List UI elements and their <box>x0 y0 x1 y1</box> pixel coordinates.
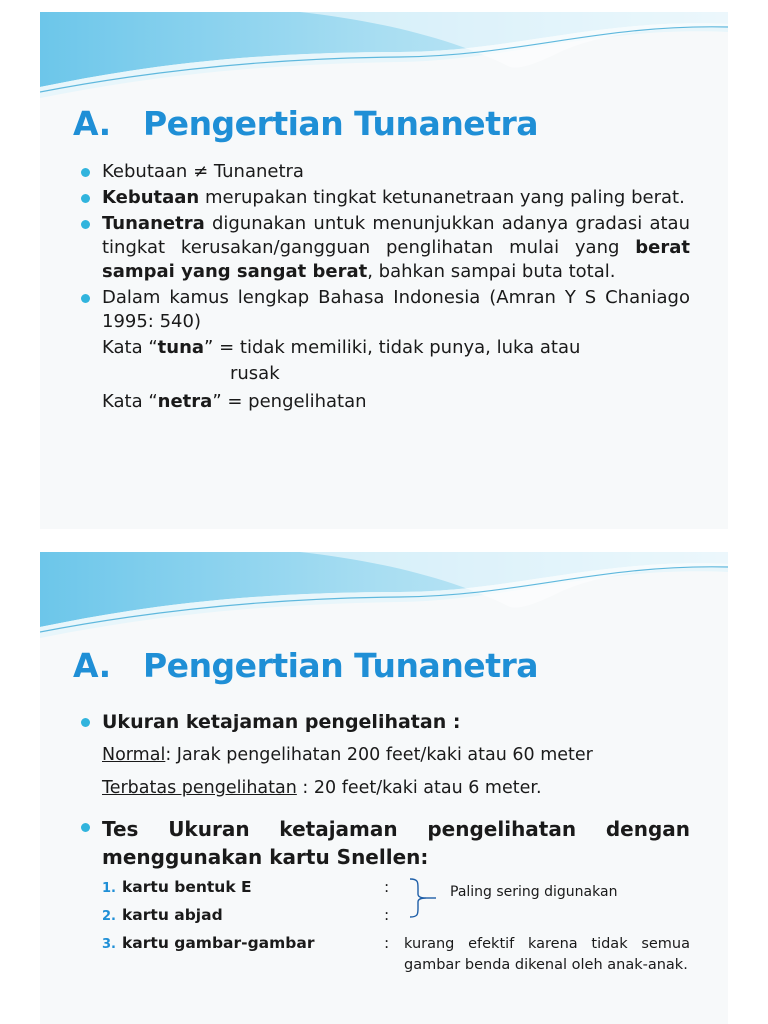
bullet-icon <box>81 168 90 177</box>
slide-title <box>73 646 538 685</box>
list-item <box>102 878 702 906</box>
list-number: 2. <box>102 909 116 924</box>
bold-term: tuna <box>157 337 205 358</box>
definition-prefix: Kata “ <box>102 337 158 358</box>
list-colon: : <box>384 934 390 952</box>
bullet-text: digunakan untuk menunjukkan adanya gradasi atau tingkat kerusakan/gangguan penglihatan mulai yang <box>102 213 690 258</box>
terbatas-label: Terbatas pengelihatan <box>102 778 297 798</box>
slide-body <box>80 160 690 414</box>
bullet-icon <box>81 294 90 303</box>
bullet-text: Dalam kamus lengkap Bahasa Indonesia (Amran Y S Chaniago 1995: 540) <box>102 287 690 332</box>
bold-term: Tunanetra <box>102 213 205 234</box>
list-colon: : <box>384 878 390 896</box>
normal-row <box>80 743 690 768</box>
list-item <box>102 934 702 973</box>
bullet-icon <box>81 823 90 832</box>
bullet-text: , bahkan sampai buta total. <box>367 261 616 282</box>
bullet-text: Tes Ukuran ketajaman pengelihatan dengan menggunakan kartu Snellen: <box>102 817 690 869</box>
bullet-icon <box>81 718 90 727</box>
list-number: 1. <box>102 881 116 896</box>
list-label: kartu abjad <box>122 906 223 924</box>
brace-label: Paling sering digunakan <box>450 884 618 900</box>
header-wave-decoration <box>40 552 728 642</box>
normal-label: Normal <box>102 745 166 765</box>
bullet-icon <box>81 194 90 203</box>
title-text: Pengertian Tunanetra <box>143 104 539 143</box>
normal-text: : Jarak pengelihatan 200 feet/kaki atau 60 meter <box>165 745 593 765</box>
definition-text: ” = pengelihatan <box>212 391 367 412</box>
bold-term: netra <box>157 391 213 412</box>
list-label: kartu bentuk E <box>122 878 252 896</box>
bullet-item <box>80 160 690 184</box>
list-description: kurang efektif karena tidak semua gambar benda dikenal oleh anak-anak. <box>404 936 690 973</box>
title-number: A. <box>73 646 111 685</box>
bold-term: berat sampai yang sangat berat <box>102 237 690 282</box>
list-label: kartu gambar-gambar <box>122 934 315 952</box>
slide-body <box>80 710 690 873</box>
bullet-item <box>80 186 690 210</box>
bold-term: Kebutaan <box>102 187 200 208</box>
title-text: Pengertian Tunanetra <box>143 646 539 685</box>
terbatas-text: : 20 feet/kaki atau 6 meter. <box>296 778 542 798</box>
list-number: 3. <box>102 937 116 952</box>
list-colon: : <box>384 906 390 924</box>
slide-1 <box>40 12 728 529</box>
bullet-item <box>80 710 690 735</box>
header-wave-decoration <box>40 12 728 102</box>
bullet-text: Ukuran ketajaman pengelihatan : <box>102 711 461 733</box>
slide-2 <box>40 552 728 1024</box>
bullet-item <box>80 212 690 284</box>
definition-text: ” = tidak memiliki, tidak punya, luka atau <box>204 337 581 358</box>
definition-prefix: Kata “ <box>102 391 158 412</box>
title-number: A. <box>73 104 111 143</box>
slide-title <box>73 104 538 143</box>
definition-tuna <box>80 336 690 360</box>
bullet-icon <box>81 220 90 229</box>
list-item <box>102 906 702 934</box>
bullet-text: merupakan tingkat ketunanetraan yang paling berat. <box>199 187 685 208</box>
bullet-item <box>80 286 690 334</box>
definition-continuation: rusak <box>230 363 280 384</box>
bullet-text: Kebutaan ≠ Tunanetra <box>102 161 304 182</box>
definition-netra <box>80 390 690 414</box>
bullet-item <box>80 815 690 871</box>
terbatas-row <box>80 776 690 801</box>
snellen-card-list <box>102 878 702 973</box>
